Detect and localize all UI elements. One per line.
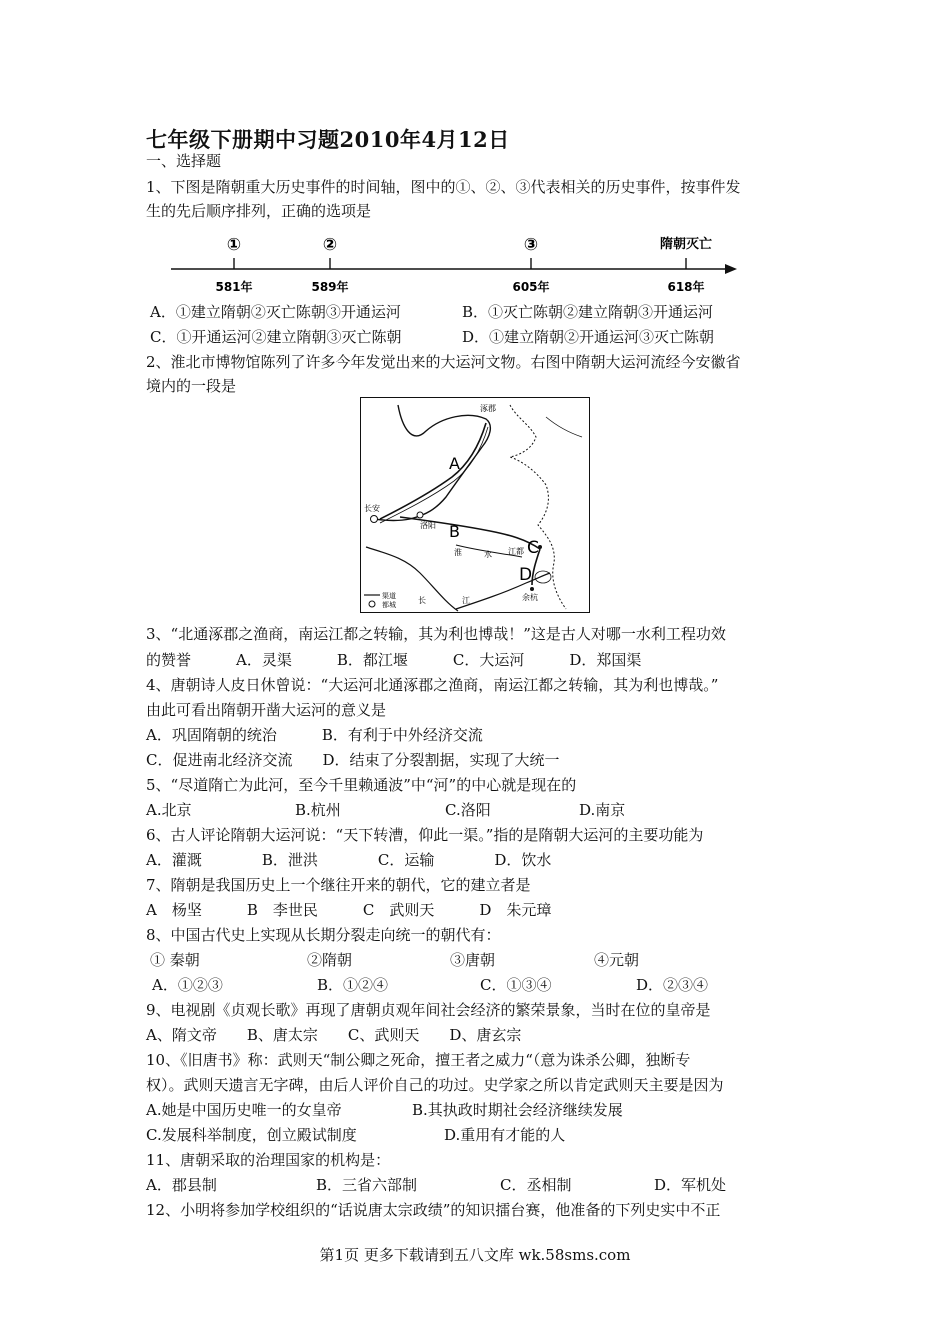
q10-option-d: D.重用有才能的人 [444, 1126, 566, 1144]
question-4-line2: 由此可看出隋朝开凿大运河的意义是 [146, 701, 387, 719]
label-b: B [449, 522, 460, 541]
timeline-event-3 [512, 235, 549, 294]
timeline-mark-3: ③ [523, 235, 539, 255]
q8-option-c: C．①③④ [480, 976, 552, 994]
question-9-line1: 9、电视剧《贞观长歌》再现了唐朝贞观年间社会经济的繁荣景象，当时在位的皇帝是 [146, 1001, 711, 1019]
q11-option-a: A．郡县制 [146, 1176, 217, 1194]
question-8-line1: 8、中国古代史上实现从长期分裂走向统一的朝代有： [146, 926, 501, 944]
timeline-event-4 [660, 236, 712, 294]
timeline-event-2 [311, 235, 348, 294]
timeline-mark-4: 隋朝灭亡 [659, 237, 713, 252]
timeline-mark-2: ② [322, 235, 338, 255]
question-4-line1: 4、唐朝诗人皮日休曾说：“大运河北通涿郡之渔商，南运江都之转输，其为利也博哉。” [146, 676, 719, 694]
section-heading: 一、选择题 [146, 152, 222, 170]
q1-option-c: C．①开通运河②建立隋朝③灭亡陈朝 [150, 328, 402, 346]
question-10-line1: 10、《旧唐书》称：武则天“制公卿之死命，擅王者之威力“（意为诛杀公卿，独断专 [146, 1051, 691, 1069]
question-3-line1: 3、“北通涿郡之渔商，南运江都之转输，其为利也博哉！”这是古人对哪一水利工程功效 [146, 625, 726, 643]
timeline-year-4: 618年 [667, 280, 705, 294]
label-jiangdu: 江都 [508, 547, 524, 556]
label-a: A [449, 454, 460, 473]
q1-option-a: A．①建立隋朝②灭亡陈朝③开通运河 [150, 303, 401, 321]
q11-option-c: C．丞相制 [500, 1176, 572, 1194]
timeline-mark-1: ① [226, 235, 242, 255]
timeline-year-3: 605年 [512, 280, 550, 294]
q5-option-a: A.北京 [146, 801, 192, 819]
luoyang-marker [417, 512, 423, 518]
page-footer: 第1页 更多下载请到五八文库 wk.58sms.com [319, 1246, 631, 1264]
q5-option-b: B.杭州 [295, 801, 341, 819]
label-shui: 水 [484, 550, 492, 559]
label-d: D [519, 565, 533, 585]
timeline-year-2: 589年 [311, 280, 349, 294]
question-12-line1: 12、小明将参加学校组织的“话说唐太宗政绩”的知识擂台赛，他准备的下列史实中不正 [146, 1201, 721, 1219]
label-yuhang: 余杭 [522, 593, 538, 602]
legend-capital: 都城 [382, 601, 396, 609]
q10-option-b: B.其执政时期社会经济继续发展 [412, 1101, 623, 1119]
question-2-line2: 境内的一段是 [146, 377, 237, 395]
question-5-line1: 5、“尽道隋亡为此河，至今千里赖通波”中“河”的中心就是现在的 [146, 776, 577, 794]
question-1-line2: 生的先后顺序排列，正确的选项是 [146, 202, 372, 220]
q8-item-1: ① 秦朝 [150, 951, 200, 969]
label-luoyang: 洛阳 [420, 521, 436, 530]
question-7-line1: 7、隋朝是我国历史上一个继往开来的朝代，它的建立者是 [146, 876, 531, 894]
q8-option-b: B．①②④ [317, 976, 389, 994]
question-3-line2: 的赞誉 A．灵渠 B．都江堰 C．大运河 D．郑国渠 [146, 651, 642, 669]
q5-option-c: C.洛阳 [445, 801, 491, 819]
q8-option-a: A．①②③ [152, 976, 223, 994]
question-4-line4: C．促进南北经济交流 D．结束了分裂割据，实现了大统一 [146, 751, 560, 769]
timeline-arrow [725, 264, 737, 274]
q10-option-a: A.她是中国历史唯一的女皇帝 [146, 1101, 342, 1119]
label-chang: 长 [418, 596, 426, 605]
q8-item-4: ④元朝 [594, 951, 640, 969]
question-11-line1: 11、唐朝采取的治理国家的机构是： [146, 1151, 391, 1169]
question-6-line1: 6、古人评论隋朝大运河说：“天下转漕，仰此一渠。”指的是隋朝大运河的主要功能为 [146, 826, 704, 844]
timeline-event-1 [215, 235, 252, 294]
question-9-line2: A、隋文帝 B、唐太宗 C、武则天 D、唐玄宗 [146, 1026, 522, 1044]
q1-option-d: D．①建立隋朝②开通运河③灭亡陈朝 [462, 328, 715, 346]
yuhang-marker [530, 587, 534, 591]
timeline-year-1: 581年 [215, 280, 253, 294]
question-1-line1: 1、下图是隋朝重大历史事件的时间轴，图中的①、②、③代表相关的历史事件，按事件发 [146, 178, 741, 196]
question-4-line3: A．巩固隋朝的统治 B．有利于中外经济交流 [146, 726, 483, 744]
question-2-line1: 2、淮北市博物馆陈列了许多今年发觉出来的大运河文物。右图中隋朝大运河流经今安徽省 [146, 353, 741, 371]
q11-option-d: D．军机处 [654, 1176, 727, 1194]
legend-canal: 渠道 [382, 592, 396, 600]
q5-option-d: D.南京 [579, 801, 626, 819]
changan-marker [371, 516, 378, 523]
q1-option-b: B．①灭亡陈朝②建立隋朝③开通运河 [462, 303, 714, 321]
page-title: 七年级下册期中习题2010年4月12日 [146, 127, 510, 152]
label-zhuojun: 涿郡 [480, 404, 496, 413]
q11-option-b: B．三省六部制 [316, 1176, 418, 1194]
question-6-line2: A．灌溉 B．泄洪 C．运输 D．饮水 [146, 851, 552, 869]
q8-option-d: D．②③④ [636, 976, 709, 994]
label-huai: 淮 [454, 548, 462, 557]
label-c: C [527, 538, 539, 558]
q8-item-2: ②隋朝 [307, 951, 353, 969]
question-7-line2: A 杨坚 B 李世民 C 武则天 D 朱元璋 [146, 901, 552, 919]
label-jiang: 江 [462, 596, 470, 605]
q8-item-3: ③唐朝 [450, 951, 496, 969]
q10-option-c: C.发展科举制度，创立殿试制度 [146, 1126, 357, 1144]
timeline-figure [165, 230, 745, 300]
question-10-line2: 权）。武则天遗言无字碑，由后人评价自己的功过。史学家之所以肯定武则天主要是因为 [146, 1076, 724, 1094]
grand-canal-map [360, 397, 590, 613]
label-changan: 长安 [364, 504, 380, 513]
